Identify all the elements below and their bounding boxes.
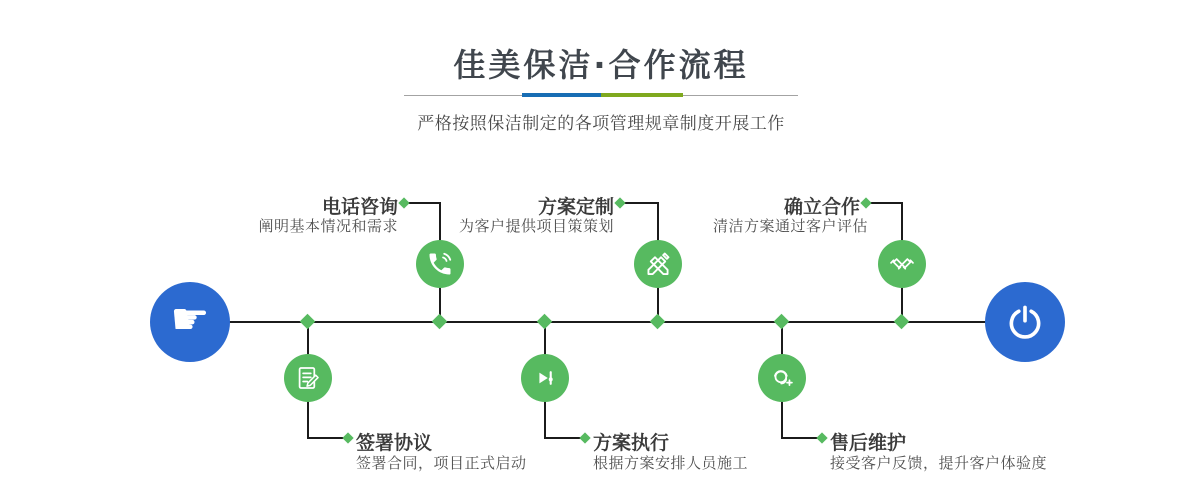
timeline-end-node	[985, 282, 1065, 362]
step-icon-circle-aftersale	[758, 354, 806, 402]
pencil-ruler-icon	[644, 250, 672, 278]
label-diamond	[398, 197, 409, 208]
step-icon-circle-design	[634, 240, 682, 288]
page-subtitle: 严格按照保洁制定的各项管理规章制度开展工作	[417, 114, 785, 134]
step-desc: 根据方案安排人员施工	[593, 454, 749, 472]
step-icon-circle-contract	[284, 354, 332, 402]
timeline-start-node	[150, 282, 230, 362]
pointing-hand-icon: ☛	[170, 294, 210, 345]
document-pen-icon	[294, 364, 322, 392]
title-divider-green-segment	[601, 93, 683, 97]
step-title: 方案执行	[593, 432, 670, 454]
timeline-diamond	[432, 314, 448, 330]
step-title: 签署协议	[356, 432, 433, 454]
step-desc: 接受客户反馈，提升客户体验度	[830, 454, 1048, 472]
title-divider-blue-segment	[522, 93, 601, 97]
step-icon-circle-handshake	[878, 240, 926, 288]
step-desc: 签署合同，项目正式启动	[356, 454, 527, 472]
page-title: 佳美保洁·合作流程	[453, 46, 749, 84]
step-icon-circle-phone	[416, 240, 464, 288]
label-diamond	[614, 197, 625, 208]
step-desc: 阐明基本情况和需求	[258, 217, 398, 235]
label-diamond	[579, 432, 590, 443]
play-slider-icon	[531, 364, 559, 392]
label-diamond	[860, 197, 871, 208]
timeline-diamond	[894, 314, 910, 330]
power-icon	[1006, 303, 1044, 341]
timeline-diamond	[300, 314, 316, 330]
timeline-diamond	[537, 314, 553, 330]
label-diamond	[816, 432, 827, 443]
step-icon-circle-execute	[521, 354, 569, 402]
phone-icon	[426, 250, 454, 278]
step-desc: 清洁方案通过客户评估	[712, 217, 868, 235]
timeline-diamond	[650, 314, 666, 330]
handshake-icon	[888, 250, 916, 278]
label-diamond	[342, 432, 353, 443]
step-title: 方案定制	[537, 196, 614, 218]
step-title: 确立合作	[783, 196, 860, 218]
headset-person-icon	[768, 364, 796, 392]
step-desc: 为客户提供项目策策划	[458, 217, 614, 235]
step-title: 售后维护	[830, 432, 907, 454]
timeline-diamond	[774, 314, 790, 330]
step-title: 电话咨询	[321, 196, 398, 218]
